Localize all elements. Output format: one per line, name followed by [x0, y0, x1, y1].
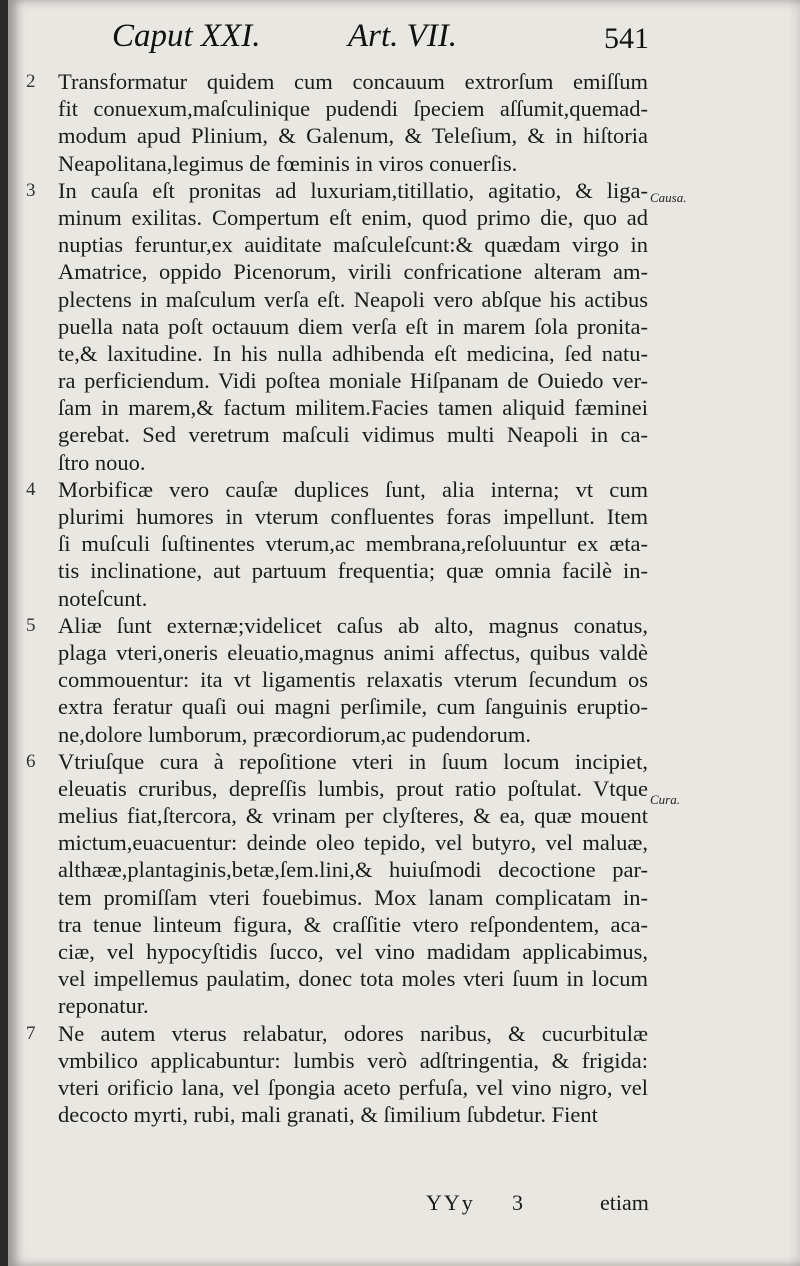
margin-note-causa: Causa.	[650, 190, 687, 205]
line-text: gerebat. Sed veretrum maſculi vidimus multi Neapoli in ca-	[58, 422, 648, 448]
text-line	[58, 286, 658, 313]
text-line	[58, 666, 658, 693]
paragraph-number: 3	[26, 179, 36, 201]
line-text: minum exilitas. Compertum eſt enim, quod primo die, quo ad	[58, 204, 648, 230]
text-line	[58, 585, 658, 612]
text-line	[58, 1074, 658, 1101]
text-line	[26, 612, 658, 639]
text-line	[58, 802, 658, 829]
text-line	[58, 340, 658, 367]
paragraph-number: 4	[26, 478, 36, 500]
line-text: modum apud Plinium, & Galenum, & Teleſium, & in hiſtoria	[58, 123, 648, 149]
text-line	[26, 177, 658, 204]
text-line	[26, 748, 658, 775]
line-text: mictum,euacuentur: deinde oleo tepido, vel butyro, vel maluæ,	[58, 830, 648, 856]
text-line	[58, 938, 658, 965]
line-text: Aliæ ſunt externæ;videlicet caſus ab alto, magnus conatus,	[58, 612, 648, 638]
line-text: te,& laxitudine. In his nulla adhibenda eſt medicina, ſed natu-	[58, 340, 648, 366]
text-line	[58, 122, 658, 149]
text-line	[58, 313, 658, 340]
line-text: tra tenue linteum figura, & craſſitie vtero reſpondentem, aca-	[58, 911, 648, 937]
text-line	[58, 775, 658, 802]
line-text: ſtro nouo.	[58, 449, 146, 475]
chapter-heading: Caput XXI.	[112, 18, 261, 54]
body-text	[26, 68, 658, 1128]
text-line	[58, 1047, 658, 1074]
text-line	[58, 367, 658, 394]
paragraph-number: 7	[26, 1022, 36, 1044]
line-text: nuptias feruntur,ex auiditate maſculeſcunt:& quædam virgo in	[58, 232, 648, 258]
signature-number: 3	[512, 1190, 523, 1215]
book-page	[8, 0, 800, 1266]
text-line	[58, 421, 658, 448]
signature-mark: YYy	[426, 1190, 475, 1215]
text-line	[58, 965, 658, 992]
text-line	[58, 911, 658, 938]
page-number: 541	[604, 22, 649, 55]
text-line	[26, 1020, 658, 1047]
line-text: commouentur: ita vt ligamentis relaxatis vterum ſecundum os	[58, 667, 648, 693]
line-text: Transformatur quidem cum concauum extrorſum emiſſum	[58, 69, 648, 94]
paragraph-number: 2	[26, 71, 36, 92]
text-line	[58, 721, 658, 748]
line-text: vmbilico applicabuntur: lumbis verò adſtringentia, & frigida:	[58, 1047, 648, 1073]
line-text: decocto myrti, rubi, mali granati, & ſimilium ſubdetur. Fient	[58, 1102, 598, 1128]
text-line	[58, 639, 658, 666]
line-text: Amatrice, oppido Picenorum, virili confricatione alteram am-	[58, 259, 648, 285]
text-line	[26, 68, 658, 95]
line-text: noteſcunt.	[58, 585, 148, 611]
line-text: tem promiſſam vteri fouebimus. Mox lanam complicatam in-	[58, 884, 648, 910]
text-line	[58, 449, 658, 476]
line-text: ra perficiendum. Vidi poſtea moniale Hiſpanam de Ouiedo ver-	[58, 368, 648, 394]
text-line	[58, 1101, 658, 1128]
line-text: plaga vteri,oneris eleuatio,magnus animi affectus, quibus valdè	[58, 639, 648, 665]
line-text: ne,dolore lumborum, præcordiorum,ac pudendorum.	[58, 721, 532, 747]
line-text: reponatur.	[58, 993, 149, 1019]
paragraph-number: 5	[26, 614, 36, 636]
text-line	[58, 856, 658, 883]
line-text: plectens in maſculum verſa eſt. Neapoli vero abſque his actibus	[58, 286, 648, 312]
line-text: puella nata poſt octauum diem verſa eſt in marem ſola pronita-	[58, 313, 648, 339]
text-line	[58, 150, 658, 177]
text-line	[26, 476, 658, 503]
text-line	[58, 394, 658, 421]
line-text: In cauſa eſt pronitas ad luxuriam,titillatio, agitatio, & liga-	[58, 177, 648, 203]
text-line	[58, 503, 658, 530]
line-text: Ne autem vterus relabatur, odores naribus, & cucurbitulæ	[58, 1020, 648, 1046]
line-text: Neapolitana,legimus de fœminis in viros conuerſis.	[58, 150, 518, 176]
line-text: eleuatis cruribus, depreſſis lumbis, prout ratio poſtulat. Vtque	[58, 775, 648, 801]
margin-note-cura: Cura.	[650, 792, 680, 807]
line-text: ſi muſculi ſuſtinentes vterum,ac membrana,reſoluuntur ex æta-	[58, 531, 648, 557]
line-text: plurimi humores in vterum confluentes foras impellunt. Item	[58, 504, 648, 529]
text-line	[58, 693, 658, 720]
line-text: fit conuexum,maſculinique pudendi ſpeciem aſſumit,quemad-	[58, 96, 648, 122]
text-line	[58, 829, 658, 856]
text-line	[58, 530, 658, 557]
line-text: ſam in marem,& factum militem.Facies tamen aliquid fæminei	[58, 395, 648, 421]
text-line	[58, 95, 658, 122]
article-heading: Art. VII.	[348, 18, 458, 54]
line-text: tis inclinatione, aut partuum frequentia; quæ omnia facilè in-	[58, 558, 648, 584]
running-header	[8, 18, 800, 62]
text-line	[58, 204, 658, 231]
text-line	[58, 992, 658, 1019]
line-text: melius fiat,ſtercora, & vrinam per clyſteres, & ea, quæ mouent	[58, 803, 648, 829]
line-text: ciæ, vel hypocyſtidis ſucco, vel vino madidam applicabimus,	[58, 939, 648, 964]
text-line	[58, 884, 658, 911]
line-text: vteri orificio lana, vel ſpongia aceto perfuſa, vel vino nigro, vel	[58, 1074, 648, 1100]
line-text: vel impellemus paulatim, donec tota moles vteri ſuum in locum	[58, 966, 648, 992]
text-line	[58, 258, 658, 285]
catchword: etiam	[600, 1190, 649, 1215]
line-text: Vtriuſque cura à repoſitione vteri in ſuum locum incipiet,	[58, 748, 648, 774]
text-line	[58, 231, 658, 258]
line-text: Morbificæ vero cauſæ duplices ſunt, alia interna; vt cum	[58, 476, 648, 502]
line-text: althææ,plantaginis,betæ,ſem.lini,& huiuſmodi decoctione par-	[58, 857, 648, 883]
paragraph-number: 6	[26, 750, 36, 772]
page-edge-shadow	[788, 0, 800, 1266]
line-text: extra feratur quaſi oui magni perſimile, cum ſanguinis eruptio-	[58, 694, 648, 720]
text-line	[58, 557, 658, 584]
